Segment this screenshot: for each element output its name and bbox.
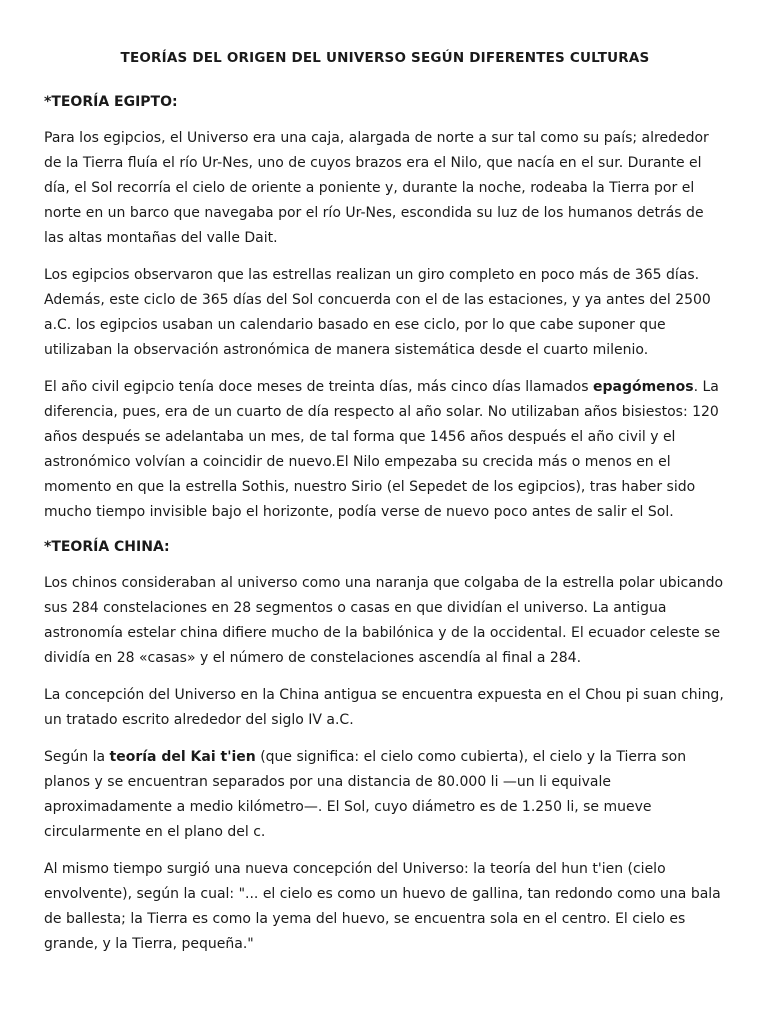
paragraph-text: . La diferencia, pues, era de un cuarto de día respecto al año solar. No utilizaban años bisiestos: 120 años después se adelantaba un mes, de tal forma que 1456 años después el año civil y el astronómico volvían a coincidir de nuevo.El Nilo empezaba su crecida más o menos en el momento en que la estrella Sothis, nuestro Sirio (el Sepedet de los egipcios), tras haber sido mucho tiempo invisible bajo el horizonte, podía verse de nuevo poco antes de salir el Sol. [44, 379, 719, 520]
paragraph-egipto-3 [44, 375, 726, 525]
paragraph-china-3 [44, 745, 726, 845]
paragraph-text: Según la [44, 749, 110, 765]
paragraph-egipto-2: Los egipcios observaron que las estrellas realizan un giro completo en poco más de 365 días. Además, este ciclo de 365 días del Sol concuerda con el de las estaciones, y ya antes del 2500 a.C. los egipcios usaban un calendario basado en ese ciclo, por lo que cabe suponer que utilizaban la observación astronómica de manera sistemática desde el cuarto milenio. [44, 267, 711, 358]
document-title: TEORÍAS DEL ORIGEN DEL UNIVERSO SEGÚN DIFERENTES CULTURAS [120, 50, 650, 66]
paragraph-china-1: Los chinos consideraban al universo como una naranja que colgaba de la estrella polar ubicando sus 284 constelaciones en 28 segmentos o casas en que dividían el universo. La antigua astronomía estelar china difiere mucho de la babilónica y de la occidental. El ecuador celeste se dividía en 28 «casas» y el número de constelaciones ascendía al final a 284. [44, 575, 724, 666]
paragraph-text: (que significa: el cielo como cubierta), el cielo y la Tierra son planos y se encuentran separados por una distancia de 80.000 li —un li equivale aproximadamente a medio kilómetro—. El Sol, cuyo diámetro es de 1.250 li, se mueve circularmente en el plano del c. [44, 749, 687, 840]
paragraph-egipto-1: Para los egipcios, el Universo era una caja, alargada de norte a sur tal como su país; alrededor de la Tierra fluía el río Ur-Nes, uno de cuyos brazos era el Nilo, que nacía en el sur. Durante el día, el Sol recorría el cielo de oriente a poniente y, durante la noche, rodeaba la Tierra por el norte en un barco que navegaba por el río Ur-Nes, escondida su luz de los humanos detrás de las altas montañas del valle Dait. [44, 130, 709, 246]
section-heading-egipto: *TEORÍA EGIPTO: [44, 94, 178, 110]
bold-term-kai-tien: teoría del Kai t'ien [109, 749, 256, 765]
bold-term-epagomenos: epagómenos [592, 379, 694, 395]
paragraph-text: El año civil egipcio tenía doce meses de treinta días, más cinco días llamados [44, 379, 593, 395]
section-heading-china: *TEORÍA CHINA: [44, 539, 170, 555]
paragraph-china-2: La concepción del Universo en la China antigua se encuentra expuesta en el Chou pi suan ching, un tratado escrito alrededor del siglo IV a.C. [44, 687, 724, 728]
paragraph-china-4: Al mismo tiempo surgió una nueva concepción del Universo: la teoría del hun t'ien (cielo envolvente), según la cual: "... el cielo es como un huevo de gallina, tan redondo como una bala de ballesta; la Tierra es como la yema del huevo, se encuentra sola en el centro. El cielo es grande, y la Tierra, pequeña." [44, 861, 721, 952]
document-page [44, 48, 726, 969]
